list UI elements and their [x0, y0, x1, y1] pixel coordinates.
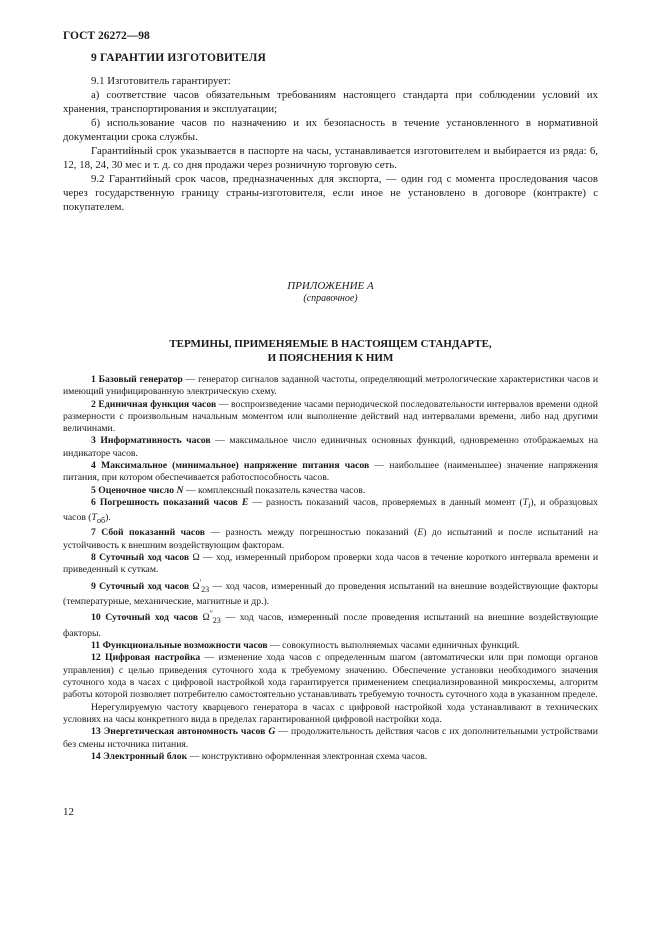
variable-subscript: i	[528, 500, 531, 510]
appendix-heading-line: ТЕРМИНЫ, ПРИМЕНЯЕМЫЕ В НАСТОЯЩЕМ СТАНДАРТЕ,	[169, 338, 492, 350]
appendix-subtitle: (справочное)	[303, 293, 358, 304]
section-9	[63, 52, 598, 214]
term-definition: — ход часов, измеренный после проведения испытаний на внешние воздействующие факторы.	[63, 612, 598, 639]
term-name: 12 Цифровая настройка	[91, 652, 201, 664]
term-name: 11 Функциональные возможности часов	[91, 640, 268, 652]
term-entry	[63, 374, 598, 399]
term-name: 2 Единичная функция часов	[91, 398, 217, 410]
appendix-heading	[63, 337, 598, 365]
term-definition: ) до испытаний и после испытаний на устойчивость к внешним воздействующим факторам.	[63, 527, 598, 551]
paragraph: б) использование часов по назначению и их безопасность в течение установленного в нормативной документации срока службы.	[63, 117, 598, 143]
appendix-heading-line: И ПОЯСНЕНИЯ К НИМ	[267, 352, 394, 364]
term-note: Нерегулируемую частоту кварцевого генератора в часах с цифровой настройкой хода устанавливают в технических условиях на часы конкретного вида в пределах гарантированной цифровой настройки хода.	[63, 701, 598, 725]
term-definition: — совокупность выполняемых часами единичных функций.	[267, 640, 520, 652]
term-name: 8 Суточный ход часов	[91, 552, 190, 564]
section-title: 9 ГАРАНТИИ ИЗГОТОВИТЕЛЯ	[91, 52, 266, 64]
term-definition: — разность показаний часов, проверяемых в данный момент (	[248, 496, 523, 508]
term-definition: — изменение хода часов с определенным шагом (автоматически или при помощи органов управления) с целью приведения суточного хода к требуемому значению. Обеспечение установки необходимого значения суточного хода в часах с цифровой настройкой хода гарантируется применением специализированной микросхемы, алгоритм работы которой позволяет потребителю самостоятельно устанавливать требуемую точность суточного хода в указанном пределе.	[63, 652, 598, 701]
term-entry	[63, 527, 598, 552]
term-entry	[63, 640, 598, 652]
term-entry	[63, 435, 598, 460]
term-name: 6 Погрешность показаний часов	[91, 496, 242, 508]
term-definition: ).	[105, 512, 111, 524]
term-entry	[63, 399, 598, 436]
variable: T	[522, 496, 529, 508]
term-name: 13 Энергетическая автономность часов	[91, 726, 269, 738]
term-name: 7 Сбой показаний часов	[91, 527, 206, 539]
appendix-title: ПРИЛОЖЕНИЕ А	[287, 280, 374, 292]
appendix-label	[63, 280, 598, 305]
term-symbol: G	[268, 726, 276, 738]
term-entry	[63, 751, 598, 763]
symbol-superscript: ''	[209, 609, 213, 619]
term-symbol: Ω	[197, 612, 210, 624]
term-name: 3 Информативность часов	[91, 435, 211, 447]
term-name: 1 Базовый генератор	[91, 374, 183, 385]
document-code: ГОСТ 26272—98	[63, 30, 150, 42]
term-symbol: N	[176, 484, 184, 496]
term-entry	[63, 726, 598, 751]
term-definition: — конструктивно оформленная электронная схема часов.	[187, 750, 428, 762]
term-symbol: Ω	[189, 552, 200, 564]
term-entry	[63, 497, 598, 527]
symbol-subscript: 23	[212, 616, 221, 626]
term-symbol: E	[241, 496, 249, 508]
term-definition: — максимальное число единичных основных функций, одновременно отображаемых на индикаторе часов.	[63, 435, 598, 459]
term-definition: — комплексный показатель качества часов.	[183, 484, 366, 496]
term-entry	[63, 485, 598, 497]
terms-list	[63, 374, 598, 763]
term-name: 10 Суточный ход часов	[91, 612, 198, 624]
paragraph: 9.1 Изготовитель гарантирует:	[91, 75, 231, 87]
symbol-superscript: '	[199, 577, 202, 587]
term-entry	[63, 552, 598, 577]
symbol-subscript: 23	[201, 584, 210, 594]
term-definition: — наибольшее (наименьшее) значение напряжения питания, при котором обеспечивается работоспособность часов.	[63, 460, 598, 484]
term-definition: — генератор сигналов заданной частоты, определяющий метрологические характеристики часов и имеющий унифицированную электрическую схему.	[63, 374, 599, 398]
variable: T	[91, 512, 97, 524]
variable: E	[417, 527, 424, 539]
term-entry	[63, 460, 598, 485]
term-entry	[63, 608, 598, 640]
term-entry	[63, 652, 598, 701]
term-definition: — ход, измеренный прибором проверки хода часов в течение короткого интервала времени и приведенный к суткам.	[63, 552, 599, 576]
term-definition: — продолжительность действия часов с их дополнительными устройствами без смены источника питания.	[63, 726, 598, 750]
term-definition: — воспроизведение часами периодической последовательности интервалов времени одной размерности с произвольным начальным моментом или выполнение действий над интервалами времени, либо над другими величинами.	[63, 398, 598, 435]
term-entry	[63, 577, 598, 609]
term-symbol: Ω	[189, 580, 200, 592]
term-name: 9 Суточный ход часов	[91, 580, 190, 592]
paragraph: а) соответствие часов обязательным требованиям настоящего стандарта при соблюдении условий их хранения, транспортирования и эксплуатации;	[63, 89, 598, 115]
page-number: 12	[63, 806, 74, 818]
paragraph: 9.2 Гарантийный срок часов, предназначенных для экспорта, — один год с момента проследования часов через государственную границу страны-изготовителя, если иное не установлено в договоре (контракте) с покупателем.	[63, 173, 598, 213]
term-definition: — разность между погрешностью показаний (	[205, 527, 418, 539]
term-name: 14 Электронный блок	[91, 750, 188, 762]
variable-subscript: об	[96, 516, 106, 526]
term-name: 5 Оценочное число	[91, 484, 177, 496]
paragraph: Гарантийный срок указывается в паспорте на часы, устанавливается изготовителем и выбирается из ряда: 6, 12, 18, 24, 30 мес и т. д. со дня продажи через розничную торговую сеть.	[63, 145, 598, 171]
term-definition: — ход часов, измеренный до проведения испытаний на внешние воздействующие факторы (температурные, механические, магнитные и др.).	[63, 580, 598, 608]
term-definition: ), и образцовых часов (	[63, 496, 598, 524]
term-name: 4 Максимальное (минимальное) напряжение питания часов	[91, 460, 370, 472]
